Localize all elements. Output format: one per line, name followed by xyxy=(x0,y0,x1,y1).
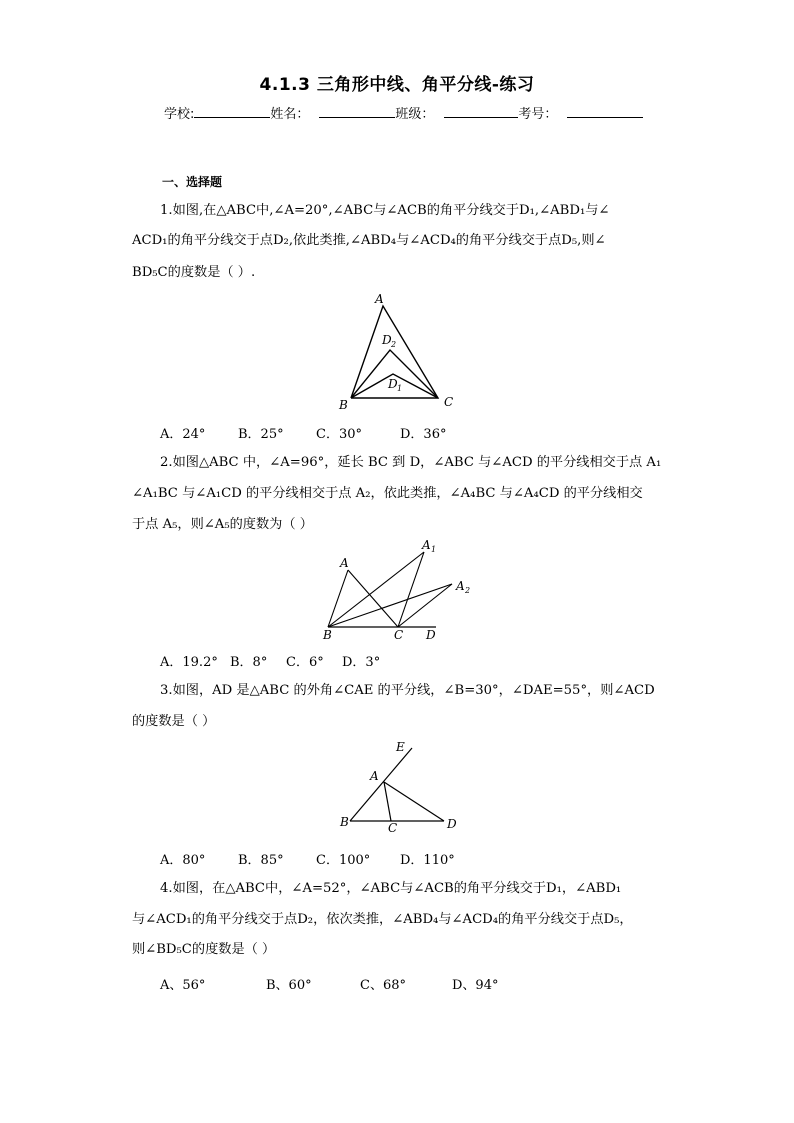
q4-choice-a[interactable]: A、56° xyxy=(160,978,206,993)
q1-label-a: A xyxy=(375,292,384,306)
q2-line2: ∠A₁BC 与∠A₁CD 的平分线相交于点 A₂，依此类推，∠A₄BC 与∠A₄CD 的平分线相交 xyxy=(132,486,643,501)
q1-choice-b[interactable]: B．25° xyxy=(238,427,284,442)
page-title: 4.1.3 三角形中线、角平分线-练习 xyxy=(259,75,535,95)
q3-line-be xyxy=(350,748,412,821)
school-blank xyxy=(194,104,270,118)
q4-choice-d[interactable]: D、94° xyxy=(452,978,499,993)
q1-choice-c[interactable]: C．30° xyxy=(316,427,362,442)
q2-label-a2-sub: 2 xyxy=(465,586,471,595)
q4-line3: 则∠BD₅C的度数是（ ） xyxy=(132,942,276,957)
q2-label-a1: A xyxy=(422,538,431,552)
q2-line-a2c xyxy=(398,584,452,627)
q2-label-a2: A xyxy=(456,579,465,593)
q1-line2: ACD₁的角平分线交于点D₂,依此类推,∠ABD₄与∠ACD₄的角平分线交于点D₅,则∠ xyxy=(132,233,606,248)
q4-line1: 4.如图，在△ABC中，∠A=52°，∠ABC与∠ACB的角平分线交于D₁，∠ABD₁ xyxy=(160,881,622,896)
q2-choice-d[interactable]: D．3° xyxy=(342,655,381,670)
q3-choice-b[interactable]: B．85° xyxy=(238,853,284,868)
q2-line-ba2 xyxy=(328,584,452,627)
school-label: 学校: xyxy=(164,107,195,122)
q1-choice-d[interactable]: D．36° xyxy=(400,427,447,442)
q1-label-d1: D xyxy=(388,377,398,391)
q3-label-a: A xyxy=(370,769,379,783)
q3-label-b: B xyxy=(340,815,349,829)
q2-line-a1c xyxy=(398,552,424,627)
class-label: 班级： xyxy=(395,107,435,122)
q1-label-d2: D xyxy=(382,333,392,347)
exam-no-blank xyxy=(567,104,643,118)
q3-line1: 3.如图，AD 是△ABC 的外角∠CAE 的平分线，∠B=30°，∠DAE=55°，则∠ACD xyxy=(160,683,655,698)
q2-line-ba xyxy=(328,570,348,627)
class-blank xyxy=(444,104,518,118)
q2-choice-b[interactable]: B．8° xyxy=(230,655,268,670)
q3-choice-d[interactable]: D．110° xyxy=(400,853,455,868)
q1-choice-a[interactable]: A．24° xyxy=(160,427,206,442)
q2-label-b: B xyxy=(323,628,332,642)
q2-label-c: C xyxy=(394,628,404,642)
q3-line-ad xyxy=(384,782,444,821)
q2-label-a1-sub: 1 xyxy=(431,545,437,554)
name-label: 姓名： xyxy=(270,107,310,122)
q2-label-d: D xyxy=(426,628,436,642)
q4-line2: 与∠ACD₁的角平分线交于点D₂，依次类推，∠ABD₄与∠ACD₄的角平分线交于点D₅， xyxy=(132,912,633,927)
q1-choices xyxy=(160,423,446,442)
q4-choice-c[interactable]: C、68° xyxy=(360,978,406,993)
q3-choice-a[interactable]: A．80° xyxy=(160,853,206,868)
q2-choice-c[interactable]: C．6° xyxy=(286,655,324,670)
q3-label-e: E xyxy=(396,740,405,754)
q2-choice-a[interactable]: A．19.2° xyxy=(160,655,218,670)
section-heading: 一、选择题 xyxy=(162,175,223,189)
student-info-row xyxy=(164,103,643,122)
q2-label-a: A xyxy=(340,556,349,570)
exam-no-label: 考号： xyxy=(518,107,558,122)
q3-label-d: D xyxy=(447,817,457,831)
q3-figure xyxy=(330,738,470,838)
q4-choices xyxy=(160,974,498,993)
q1-label-b: B xyxy=(339,398,348,412)
q2-line3: 于点 A₅，则∠A₅的度数为（ ） xyxy=(132,517,313,532)
q1-figure xyxy=(330,290,470,415)
name-blank xyxy=(319,104,395,118)
q3-line2: 的度数是（ ） xyxy=(132,714,216,729)
q1-line3: BD₅C的度数是（ ）. xyxy=(132,265,256,280)
q1-label-d2-sub: 2 xyxy=(391,340,397,349)
q1-label-d1-sub: 1 xyxy=(397,384,403,393)
q3-choices xyxy=(160,849,455,868)
q4-choice-b[interactable]: B、60° xyxy=(266,978,312,993)
q2-line1: 2.如图△ABC 中，∠A=96°，延长 BC 到 D，∠ABC 与∠ACD 的平分线相交于点 A₁ xyxy=(160,455,662,470)
q1-line1: 1.如图,在△ABC中,∠A=20°,∠ABC与∠ACB的角平分线交于D₁,∠ABD₁与∠ xyxy=(160,203,610,218)
q3-choice-c[interactable]: C．100° xyxy=(316,853,371,868)
q3-line-ac xyxy=(384,782,391,821)
q2-choices xyxy=(160,651,380,670)
q2-figure xyxy=(318,538,478,643)
q1-label-c: C xyxy=(444,395,454,409)
q3-label-c: C xyxy=(388,821,398,835)
